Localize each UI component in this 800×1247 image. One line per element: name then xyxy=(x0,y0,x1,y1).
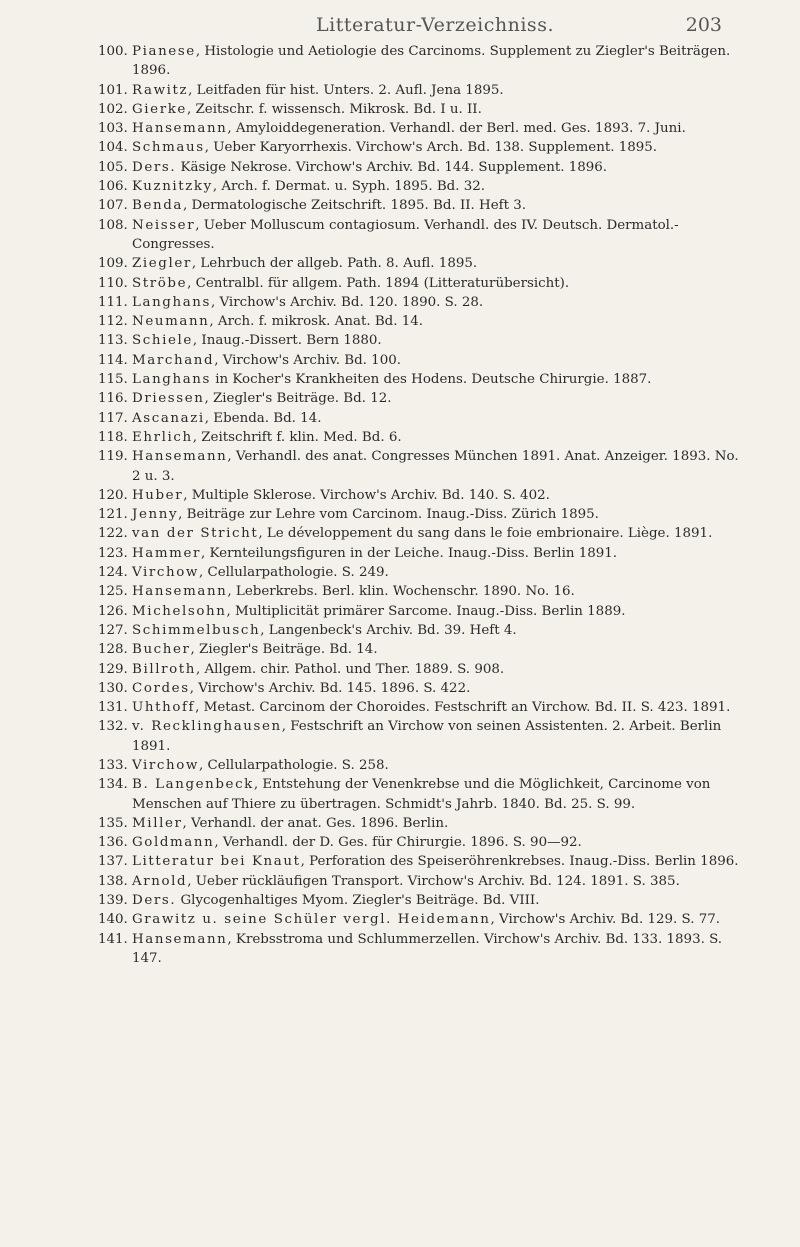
reference-entry xyxy=(98,351,748,370)
reference-author: Langhans xyxy=(132,372,211,388)
reference-author: Huber xyxy=(132,487,184,503)
reference-author: Cordes xyxy=(132,680,190,696)
reference-number: 101. xyxy=(98,82,128,98)
reference-number: 126. xyxy=(98,603,128,619)
reference-number: 131. xyxy=(98,700,128,716)
reference-citation: , Virchow's Archiv. Bd. 100. xyxy=(214,352,401,368)
reference-citation: , Perforation des Speiseröhrenkrebses. Inaug.-Diss. Berlin 1896. xyxy=(300,854,739,870)
reference-entry xyxy=(98,660,748,679)
reference-entry xyxy=(98,254,748,273)
reference-author: Ders. xyxy=(132,159,177,175)
reference-citation: , Histologie und Aetiologie des Carcinoms. Supplement zu Ziegler's Beiträgen. 1896. xyxy=(132,44,731,79)
reference-author: Schiele xyxy=(132,333,193,349)
reference-author: Uhthoff xyxy=(132,700,196,716)
reference-author: Driessen xyxy=(132,391,205,407)
reference-entry xyxy=(98,891,748,910)
reference-author: Billroth xyxy=(132,661,196,677)
reference-entry xyxy=(98,872,748,891)
page-number: 203 xyxy=(685,14,722,36)
reference-number: 135. xyxy=(98,815,128,831)
reference-number: 140. xyxy=(98,912,128,928)
reference-entry xyxy=(98,910,748,929)
reference-number: 119. xyxy=(98,449,128,465)
reference-citation: , Kernteilungsfiguren in der Leiche. Inaug.-Diss. Berlin 1891. xyxy=(200,545,618,561)
reference-author: v. Recklinghausen xyxy=(132,719,282,735)
reference-citation: , Centralbl. für allgem. Path. 1894 (Litteraturübersicht). xyxy=(187,275,570,291)
reference-entry xyxy=(98,698,748,717)
reference-entry xyxy=(98,100,748,119)
reference-number: 111. xyxy=(98,294,128,310)
reference-number: 110. xyxy=(98,275,128,291)
reference-number: 102. xyxy=(98,101,128,117)
reference-number: 138. xyxy=(98,873,128,889)
reference-author: Ascanazi xyxy=(132,410,205,426)
reference-author: Marchand xyxy=(132,352,215,368)
reference-citation: Glycogenhaltiges Myom. Ziegler's Beiträge. Bd. VIII. xyxy=(176,893,540,909)
reference-citation: , Arch. f. mikrosk. Anat. Bd. 14. xyxy=(209,314,424,330)
reference-citation: , Ziegler's Beiträge. Bd. 12. xyxy=(204,391,392,407)
reference-entry xyxy=(98,370,748,389)
reference-entry xyxy=(98,814,748,833)
reference-number: 122. xyxy=(98,526,128,542)
running-title: Litteratur-Verzeichniss. xyxy=(316,14,554,36)
reference-author: Schmaus xyxy=(132,140,205,156)
page-header xyxy=(0,14,800,42)
reference-author: van der Stricht xyxy=(132,526,259,542)
reference-number: 116. xyxy=(98,391,128,407)
reference-entry xyxy=(98,447,748,486)
reference-citation: , Ueber rückläufigen Transport. Virchow's Archiv. Bd. 124. 1891. S. 385. xyxy=(187,873,680,889)
reference-number: 136. xyxy=(98,835,128,851)
reference-number: 100. xyxy=(98,44,128,59)
reference-citation: , Cellularpathologie. S. 249. xyxy=(198,565,389,581)
reference-list xyxy=(98,42,748,968)
reference-number: 118. xyxy=(98,429,128,445)
reference-citation: , Ziegler's Beiträge. Bd. 14. xyxy=(190,642,378,658)
reference-number: 107. xyxy=(98,198,128,214)
reference-citation: , Ebenda. Bd. 14. xyxy=(204,410,322,426)
reference-citation: , Verhandl. der D. Ges. für Chirurgie. 1896. S. 90—92. xyxy=(214,835,582,851)
reference-entry xyxy=(98,409,748,428)
reference-entry xyxy=(98,544,748,563)
reference-entry xyxy=(98,930,748,969)
reference-author: Bucher xyxy=(132,642,191,658)
reference-entry xyxy=(98,389,748,408)
reference-citation: , Le développement du sang dans le foie embrionaire. Liège. 1891. xyxy=(258,526,713,542)
reference-entry xyxy=(98,158,748,177)
reference-entry xyxy=(98,833,748,852)
reference-entry xyxy=(98,717,748,756)
reference-number: 115. xyxy=(98,372,128,388)
reference-entry xyxy=(98,312,748,331)
reference-number: 109. xyxy=(98,256,128,272)
reference-entry xyxy=(98,274,748,293)
reference-number: 127. xyxy=(98,622,128,638)
reference-entry xyxy=(98,216,748,255)
reference-number: 108. xyxy=(98,217,128,233)
reference-citation: Käsige Nekrose. Virchow's Archiv. Bd. 144. Supplement. 1896. xyxy=(176,159,608,175)
reference-author: Hammer xyxy=(132,545,201,561)
reference-number: 120. xyxy=(98,487,128,503)
reference-citation: , Cellularpathologie. S. 258. xyxy=(198,757,389,773)
reference-citation: , Lehrbuch der allgeb. Path. 8. Aufl. 1895. xyxy=(191,256,478,272)
reference-citation: , Zeitschrift f. klin. Med. Bd. 6. xyxy=(192,429,402,445)
reference-author: Ehrlich xyxy=(132,429,193,445)
reference-entry xyxy=(98,293,748,312)
reference-author: Hansemann xyxy=(132,449,228,465)
reference-author: Hansemann xyxy=(132,584,228,600)
reference-citation: , Virchow's Archiv. Bd. 145. 1896. S. 422. xyxy=(189,680,471,696)
reference-citation: , Leberkrebs. Berl. klin. Wochenschr. 1890. No. 16. xyxy=(227,584,575,600)
reference-citation: , Virchow's Archiv. Bd. 120. 1890. S. 28. xyxy=(210,294,484,310)
reference-author: Grawitz u. seine Schüler vergl. Heidemann xyxy=(132,912,491,928)
reference-entry xyxy=(98,331,748,350)
reference-number: 114. xyxy=(98,352,128,368)
reference-citation: , Festschrift an Virchow von seinen Assistenten. 2. Arbeit. Berlin 1891. xyxy=(132,719,722,754)
reference-citation: , Beiträge zur Lehre vom Carcinom. Inaug.-Diss. Zürich 1895. xyxy=(178,507,599,523)
reference-number: 130. xyxy=(98,680,128,696)
reference-author: Schimmelbusch xyxy=(132,622,261,638)
reference-author: Pianese xyxy=(132,44,196,59)
reference-number: 112. xyxy=(98,314,128,330)
reference-author: Langhans xyxy=(132,294,211,310)
reference-citation: , Zeitschr. f. wissensch. Mikrosk. Bd. I u. II. xyxy=(186,101,482,117)
reference-citation: in Kocher's Krankheiten des Hodens. Deutsche Chirurgie. 1887. xyxy=(210,372,652,388)
reference-author: Goldmann xyxy=(132,835,215,851)
reference-citation: , Verhandl. des anat. Congresses München 1891. Anat. Anzeiger. 1893. No. 2 u. 3. xyxy=(132,449,739,484)
reference-entry xyxy=(98,621,748,640)
reference-number: 106. xyxy=(98,179,128,195)
reference-author: Miller xyxy=(132,815,183,831)
reference-number: 117. xyxy=(98,410,128,426)
reference-author: Neisser xyxy=(132,217,196,233)
reference-entry xyxy=(98,679,748,698)
reference-citation: , Multiplicität primärer Sarcome. Inaug.-Diss. Berlin 1889. xyxy=(226,603,626,619)
reference-entry xyxy=(98,524,748,543)
reference-number: 104. xyxy=(98,140,128,156)
reference-entry xyxy=(98,563,748,582)
reference-author: Gierke xyxy=(132,101,187,117)
reference-entry xyxy=(98,428,748,447)
reference-citation: , Inaug.-Dissert. Bern 1880. xyxy=(192,333,382,349)
reference-author: B. Langenbeck xyxy=(132,777,254,793)
reference-number: 129. xyxy=(98,661,128,677)
reference-author: Jenny xyxy=(132,507,179,523)
reference-number: 134. xyxy=(98,777,128,793)
reference-citation: , Krebsstroma und Schlummerzellen. Virchow's Archiv. Bd. 133. 1893. S. 147. xyxy=(132,931,723,966)
reference-author: Ders. xyxy=(132,893,177,909)
reference-author: Litteratur bei Knaut xyxy=(132,854,301,870)
reference-number: 125. xyxy=(98,584,128,600)
reference-entry xyxy=(98,602,748,621)
reference-number: 133. xyxy=(98,757,128,773)
reference-author: Neumann xyxy=(132,314,210,330)
reference-author: Ziegler xyxy=(132,256,192,272)
reference-author: Arnold xyxy=(132,873,188,889)
reference-number: 113. xyxy=(98,333,128,349)
reference-number: 123. xyxy=(98,545,128,561)
reference-citation: , Amyloiddegeneration. Verhandl. der Berl. med. Ges. 1893. 7. Juni. xyxy=(227,121,686,137)
reference-number: 128. xyxy=(98,642,128,658)
reference-author: Michelsohn xyxy=(132,603,227,619)
reference-citation: , Virchow's Archiv. Bd. 129. S. 77. xyxy=(490,912,721,928)
reference-author: Kuznitzky xyxy=(132,179,213,195)
reference-entry xyxy=(98,582,748,601)
reference-citation: , Langenbeck's Archiv. Bd. 39. Heft 4. xyxy=(260,622,517,638)
reference-number: 139. xyxy=(98,893,128,909)
reference-entry xyxy=(98,640,748,659)
reference-number: 103. xyxy=(98,121,128,137)
reference-entry xyxy=(98,775,748,814)
reference-citation: , Ueber Karyorrhexis. Virchow's Arch. Bd. 138. Supplement. 1895. xyxy=(204,140,658,156)
reference-entry xyxy=(98,81,748,100)
reference-citation: , Ueber Molluscum contagiosum. Verhandl. des IV. Deutsch. Dermatol.-Congresses. xyxy=(132,217,679,252)
reference-number: 105. xyxy=(98,159,128,175)
reference-citation: , Dermatologische Zeitschrift. 1895. Bd. II. Heft 3. xyxy=(182,198,527,214)
reference-citation: , Arch. f. Dermat. u. Syph. 1895. Bd. 32. xyxy=(212,179,486,195)
reference-number: 124. xyxy=(98,565,128,581)
reference-author: Benda xyxy=(132,198,183,214)
reference-author: Ströbe xyxy=(132,275,188,291)
reference-citation: , Metast. Carcinom der Choroides. Festschrift an Virchow. Bd. II. S. 423. 1891. xyxy=(195,700,731,716)
reference-entry xyxy=(98,42,748,81)
reference-number: 121. xyxy=(98,507,128,523)
reference-number: 132. xyxy=(98,719,128,735)
reference-author: Virchow xyxy=(132,565,199,581)
reference-entry xyxy=(98,486,748,505)
reference-citation: , Multiple Sklerose. Virchow's Archiv. Bd. 140. S. 402. xyxy=(183,487,550,503)
reference-author: Hansemann xyxy=(132,121,228,137)
reference-entry xyxy=(98,196,748,215)
reference-entry xyxy=(98,177,748,196)
reference-entry xyxy=(98,138,748,157)
reference-author: Rawitz xyxy=(132,82,189,98)
reference-entry xyxy=(98,505,748,524)
reference-author: Hansemann xyxy=(132,931,228,947)
reference-citation: , Verhandl. der anat. Ges. 1896. Berlin. xyxy=(182,815,449,831)
reference-citation: , Entstehung der Venenkrebse und die Möglichkeit, Carcinome von Menschen auf Thiere zu übertragen. Schmidt's Jahrb. 1840. Bd. 25. S. 99. xyxy=(132,777,711,812)
reference-number: 137. xyxy=(98,854,128,870)
reference-citation: , Leitfaden für hist. Unters. 2. Aufl. Jena 1895. xyxy=(188,82,504,98)
reference-entry xyxy=(98,852,748,871)
reference-entry xyxy=(98,756,748,775)
reference-author: Virchow xyxy=(132,757,199,773)
reference-entry xyxy=(98,119,748,138)
reference-citation: , Allgem. chir. Pathol. und Ther. 1889. S. 908. xyxy=(195,661,505,677)
reference-number: 141. xyxy=(98,931,128,947)
